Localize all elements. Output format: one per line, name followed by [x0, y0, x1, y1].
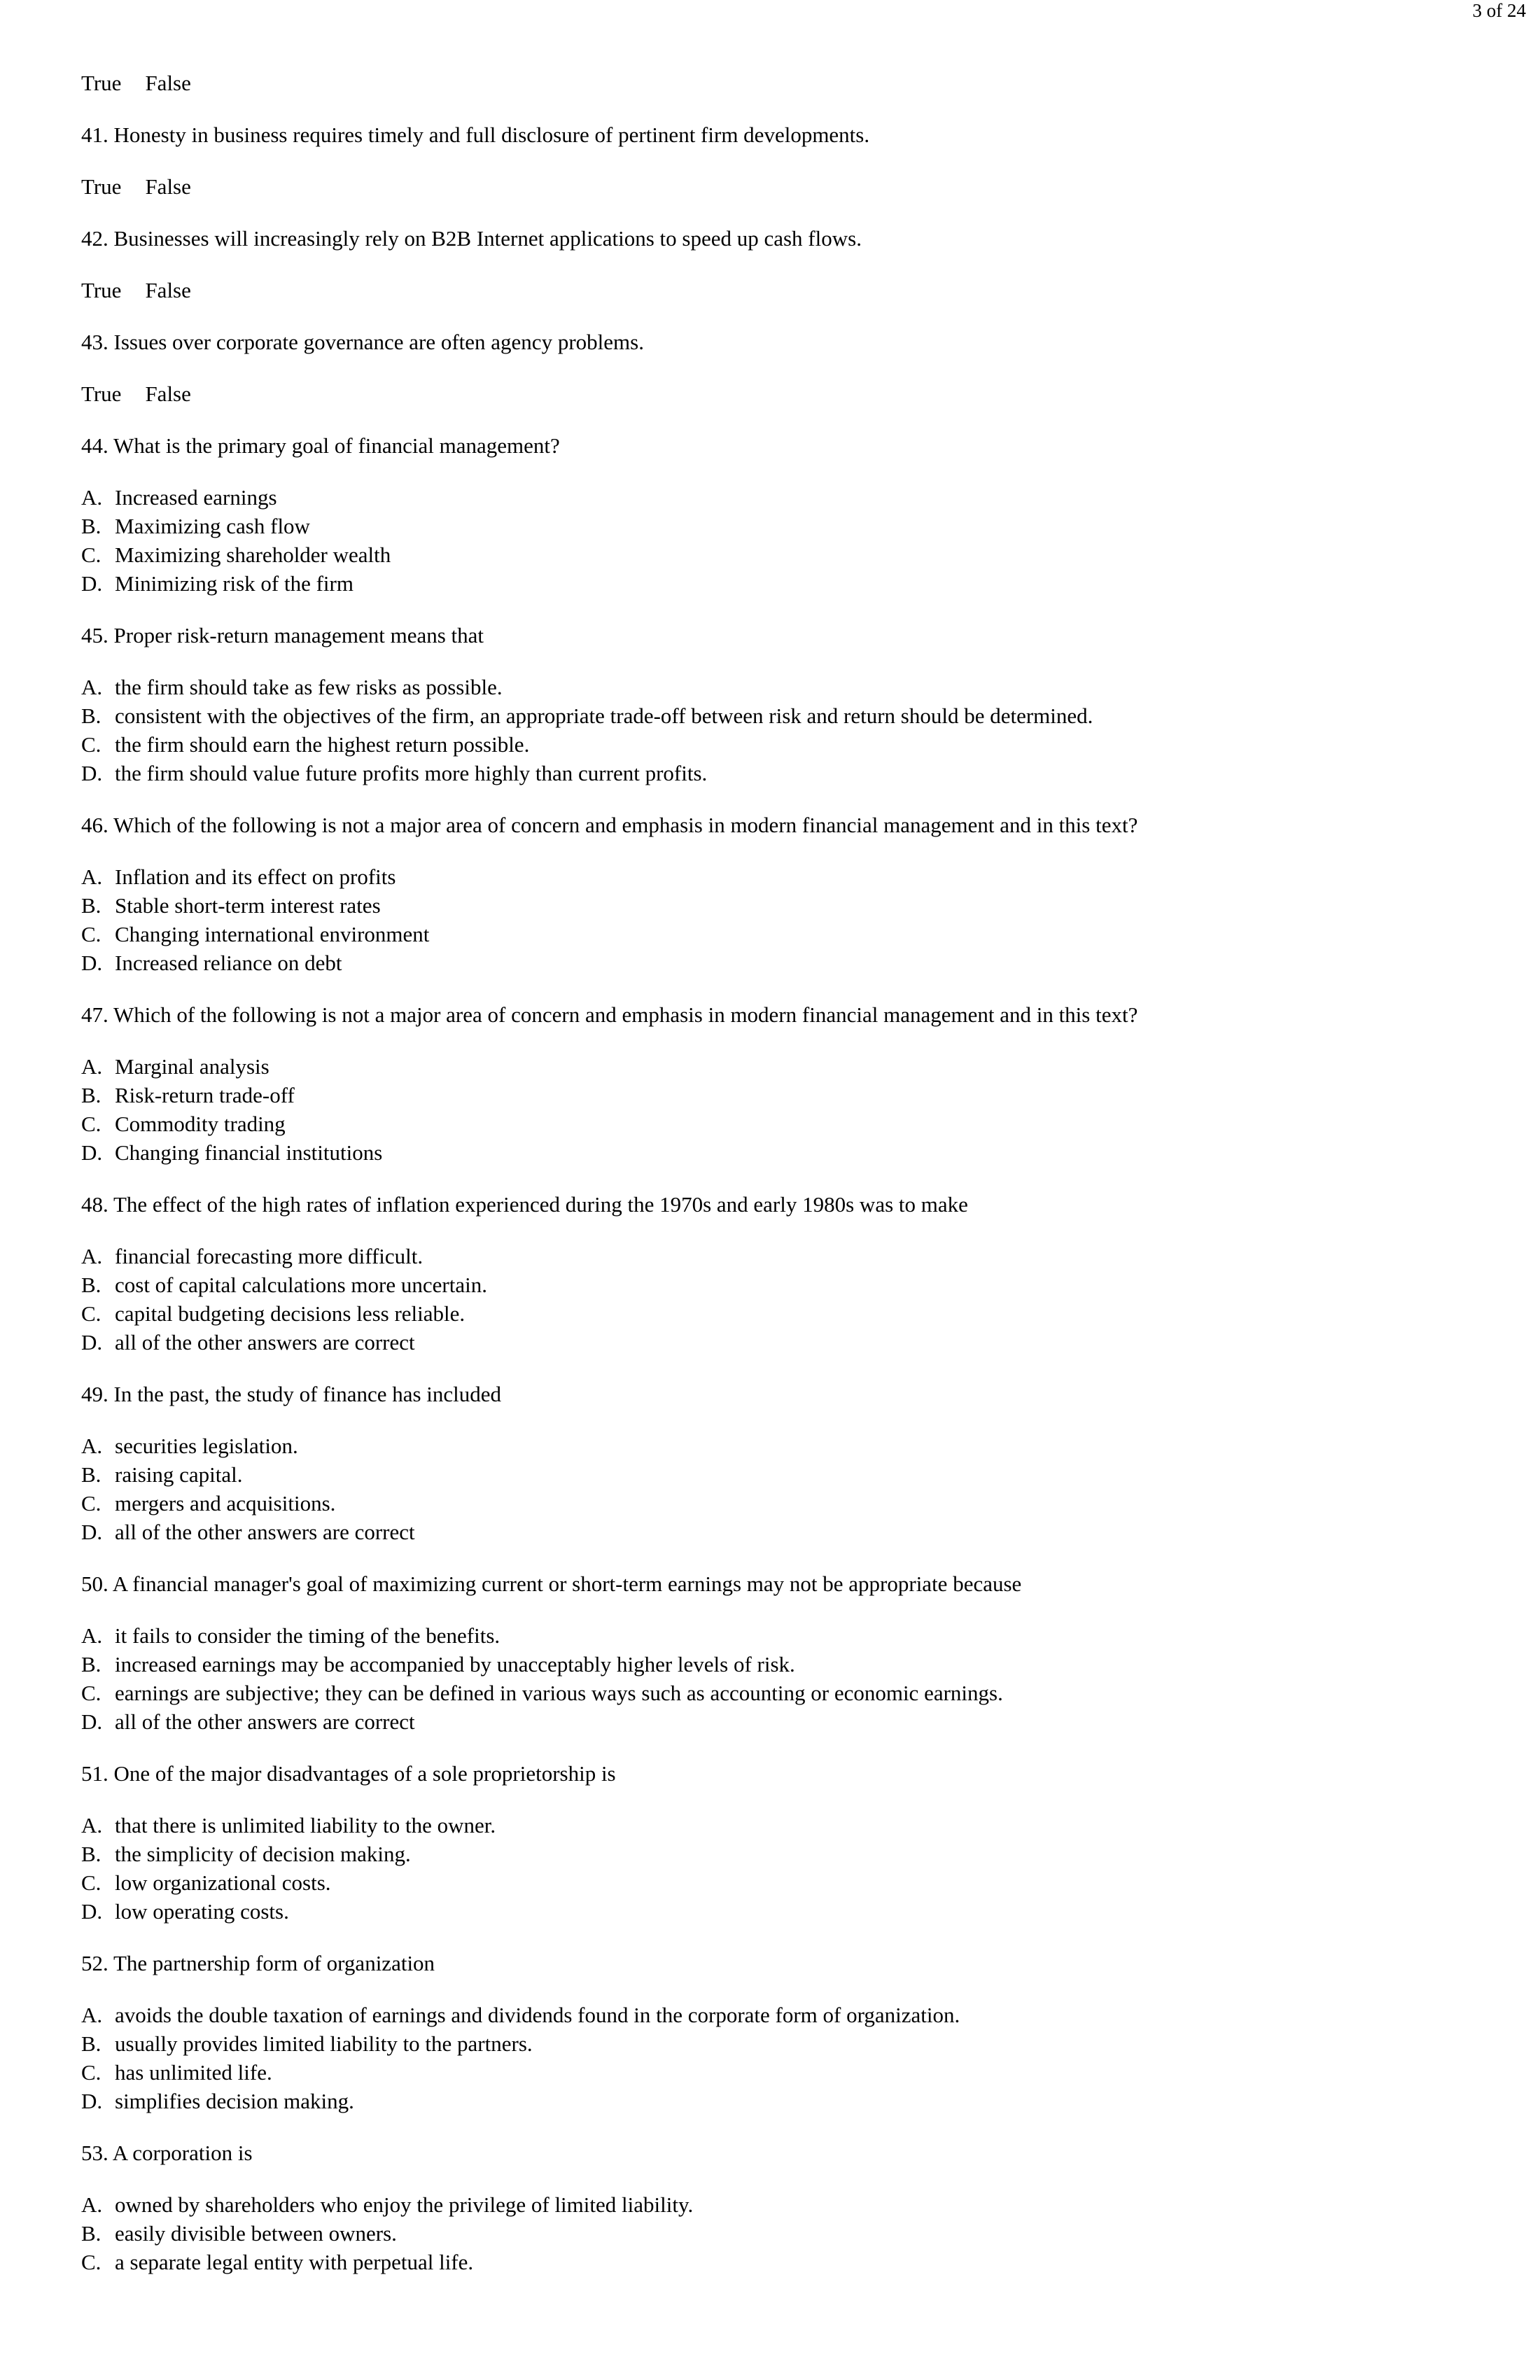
option-letter: D.: [81, 761, 103, 785]
question-text: 50. A financial manager's goal of maximizing current or short-term earnings may not be appropriate because: [81, 1572, 1022, 1596]
option-letter: A.: [81, 675, 103, 699]
option-text: it fails to consider the timing of the benefits.: [115, 1623, 500, 1648]
option-letter: C.: [81, 2060, 102, 2085]
question-block: [81, 1190, 1509, 1357]
question-text: 43. Issues over corporate governance are often agency problems.: [81, 330, 644, 354]
answer-option[interactable]: [81, 569, 1509, 598]
answer-options: [81, 483, 1509, 598]
option-letter: A.: [81, 1813, 103, 1837]
answer-option[interactable]: [81, 1460, 1509, 1489]
option-text: all of the other answers are correct: [115, 1520, 415, 1544]
question-block: [81, 811, 1509, 977]
option-letter: C.: [81, 1491, 102, 1516]
option-text: Increased reliance on debt: [115, 951, 342, 975]
question-block: [81, 1569, 1509, 1736]
option-letter: D.: [81, 1899, 103, 1924]
option-text: all of the other answers are correct: [115, 1330, 415, 1354]
option-text: easily divisible between owners.: [115, 2221, 397, 2246]
option-letter: D.: [81, 1140, 103, 1165]
option-letter: A.: [81, 1623, 103, 1648]
answer-option[interactable]: [81, 540, 1509, 569]
option-letter: C.: [81, 732, 102, 757]
option-letter: B.: [81, 514, 102, 538]
question-text: 52. The partnership form of organization: [81, 1951, 435, 1975]
answer-option[interactable]: [81, 862, 1509, 891]
answer-option[interactable]: [81, 673, 1509, 701]
option-letter: D.: [81, 571, 103, 596]
option-text: Marginal analysis: [115, 1054, 270, 1079]
option-text: all of the other answers are correct: [115, 1709, 415, 1734]
option-letter: D.: [81, 2089, 103, 2113]
answer-option[interactable]: [81, 2248, 1509, 2276]
answer-options: [81, 2001, 1509, 2115]
option-letter: B.: [81, 1842, 102, 1866]
answer-option[interactable]: [81, 1650, 1509, 1679]
answer-options: [81, 1432, 1509, 1546]
question-text: 51. One of the major disadvantages of a sole proprietorship is: [81, 1761, 616, 1786]
answer-option[interactable]: [81, 512, 1509, 540]
option-letter: B.: [81, 704, 102, 728]
answer-option[interactable]: [81, 2058, 1509, 2087]
question-block: [81, 224, 1509, 253]
answer-option[interactable]: [81, 1707, 1509, 1736]
true-option[interactable]: True: [81, 71, 122, 95]
option-letter: C.: [81, 2250, 102, 2274]
option-letter: B.: [81, 893, 102, 918]
answer-option[interactable]: [81, 1868, 1509, 1897]
true-option[interactable]: True: [81, 382, 122, 406]
true-false-options: [81, 379, 1509, 408]
false-option[interactable]: False: [145, 174, 191, 199]
option-text: mergers and acquisitions.: [115, 1491, 336, 1516]
answer-option[interactable]: [81, 2001, 1509, 2029]
option-text: owned by shareholders who enjoy the privilege of limited liability.: [115, 2192, 694, 2217]
question-text: 44. What is the primary goal of financial management?: [81, 433, 560, 458]
option-letter: C.: [81, 922, 102, 946]
option-letter: C.: [81, 1870, 102, 1895]
option-text: the firm should value future profits more highly than current profits.: [115, 761, 708, 785]
answer-options: [81, 862, 1509, 977]
option-text: the simplicity of decision making.: [115, 1842, 411, 1866]
answer-option[interactable]: [81, 1299, 1509, 1328]
answer-option[interactable]: [81, 1811, 1509, 1840]
option-text: cost of capital calculations more uncertain.: [115, 1273, 487, 1297]
option-text: consistent with the objectives of the firm, an appropriate trade-off between risk and return should be determined.: [115, 704, 1093, 728]
option-letter: D.: [81, 1330, 103, 1354]
false-option[interactable]: False: [145, 382, 191, 406]
answer-option[interactable]: [81, 1328, 1509, 1357]
option-letter: B.: [81, 2031, 102, 2056]
question-text: 48. The effect of the high rates of inflation experienced during the 1970s and early 1980s was to make: [81, 1192, 968, 1217]
option-letter: A.: [81, 2192, 103, 2217]
question-text: 47. Which of the following is not a major area of concern and emphasis in modern financial management and in this text?: [81, 1002, 1138, 1027]
option-letter: A.: [81, 2003, 103, 2027]
option-letter: B.: [81, 1652, 102, 1676]
answer-options: [81, 1052, 1509, 1167]
option-letter: C.: [81, 1301, 102, 1326]
question-text: 46. Which of the following is not a major area of concern and emphasis in modern financial management and in this text?: [81, 813, 1138, 837]
question-block: [81, 328, 1509, 356]
answer-option[interactable]: [81, 891, 1509, 920]
question-text: 42. Businesses will increasingly rely on B2B Internet applications to speed up cash flows.: [81, 226, 862, 251]
option-text: raising capital.: [115, 1462, 243, 1487]
option-letter: D.: [81, 1709, 103, 1734]
question-block: [81, 1380, 1509, 1546]
question-block: [81, 621, 1509, 788]
answer-options: [81, 2190, 1509, 2276]
option-text: increased earnings may be accompanied by unacceptably higher levels of risk.: [115, 1652, 795, 1676]
answer-options: [81, 673, 1509, 788]
answer-option[interactable]: [81, 1110, 1509, 1138]
option-text: simplifies decision making.: [115, 2089, 354, 2113]
true-option[interactable]: True: [81, 174, 122, 199]
answer-option[interactable]: [81, 1518, 1509, 1546]
question-text: 53. A corporation is: [81, 2141, 253, 2165]
answer-option[interactable]: [81, 1621, 1509, 1650]
answer-option[interactable]: [81, 1081, 1509, 1110]
option-text: capital budgeting decisions less reliable.: [115, 1301, 465, 1326]
option-letter: D.: [81, 951, 103, 975]
answer-option[interactable]: [81, 1432, 1509, 1460]
question-block: [81, 120, 1509, 149]
option-text: Maximizing shareholder wealth: [115, 542, 391, 567]
answer-options: [81, 1621, 1509, 1736]
question-block: [81, 1000, 1509, 1167]
option-letter: A.: [81, 864, 103, 889]
page-indicator: 3 of 24: [1472, 0, 1526, 21]
true-false-options: [81, 69, 1509, 97]
option-letter: D.: [81, 1520, 103, 1544]
answer-option[interactable]: [81, 1270, 1509, 1299]
answer-option[interactable]: [81, 920, 1509, 948]
answer-option[interactable]: [81, 701, 1509, 730]
option-text: the firm should earn the highest return possible.: [115, 732, 530, 757]
option-text: that there is unlimited liability to the owner.: [115, 1813, 496, 1837]
option-letter: B.: [81, 1462, 102, 1487]
option-letter: B.: [81, 1083, 102, 1107]
answer-option[interactable]: [81, 2190, 1509, 2219]
answer-option[interactable]: [81, 1052, 1509, 1081]
answer-option[interactable]: [81, 2029, 1509, 2058]
answer-option[interactable]: [81, 1679, 1509, 1707]
answer-options: [81, 1811, 1509, 1926]
option-text: has unlimited life.: [115, 2060, 272, 2085]
option-letter: A.: [81, 1054, 103, 1079]
option-text: earnings are subjective; they can be defined in various ways such as accounting or economic earnings.: [115, 1681, 1003, 1705]
option-text: a separate legal entity with perpetual life.: [115, 2250, 474, 2274]
question-text: 49. In the past, the study of finance has included: [81, 1382, 502, 1406]
option-text: usually provides limited liability to the partners.: [115, 2031, 533, 2056]
answer-option[interactable]: [81, 730, 1509, 759]
option-text: low operating costs.: [115, 1899, 289, 1924]
question-block: [81, 1759, 1509, 1926]
question-text: 41. Honesty in business requires timely and full disclosure of pertinent firm developments.: [81, 122, 870, 147]
true-false-options: [81, 276, 1509, 304]
answer-option[interactable]: [81, 1840, 1509, 1868]
question-list: [81, 69, 1509, 2276]
answer-option[interactable]: [81, 2219, 1509, 2248]
option-text: the firm should take as few risks as possible.: [115, 675, 503, 699]
option-letter: A.: [81, 1244, 103, 1268]
option-text: Risk-return trade-off: [115, 1083, 295, 1107]
true-option[interactable]: True: [81, 278, 122, 302]
option-text: low organizational costs.: [115, 1870, 331, 1895]
option-letter: B.: [81, 2221, 102, 2246]
option-letter: C.: [81, 542, 102, 567]
option-text: financial forecasting more difficult.: [115, 1244, 424, 1268]
answer-option[interactable]: [81, 1242, 1509, 1270]
option-letter: A.: [81, 485, 103, 510]
question-block: [81, 2138, 1509, 2276]
option-text: Changing financial institutions: [115, 1140, 383, 1165]
option-text: Inflation and its effect on profits: [115, 864, 396, 889]
answer-option[interactable]: [81, 483, 1509, 512]
option-text: Changing international environment: [115, 922, 430, 946]
question-block: [81, 431, 1509, 598]
option-text: Stable short-term interest rates: [115, 893, 381, 918]
false-option[interactable]: False: [145, 278, 191, 302]
option-text: avoids the double taxation of earnings and dividends found in the corporate form of organization.: [115, 2003, 960, 2027]
option-text: Maximizing cash flow: [115, 514, 310, 538]
question-text: 45. Proper risk-return management means that: [81, 623, 484, 648]
option-letter: A.: [81, 1434, 103, 1458]
question-block: [81, 1949, 1509, 2115]
answer-option[interactable]: [81, 759, 1509, 788]
false-option[interactable]: False: [145, 71, 191, 95]
answer-option[interactable]: [81, 1489, 1509, 1518]
answer-option[interactable]: [81, 1897, 1509, 1926]
answer-option[interactable]: [81, 948, 1509, 977]
answer-option[interactable]: [81, 2087, 1509, 2115]
option-text: securities legislation.: [115, 1434, 298, 1458]
option-text: Minimizing risk of the firm: [115, 571, 354, 596]
answer-option[interactable]: [81, 1138, 1509, 1167]
answer-options: [81, 1242, 1509, 1357]
true-false-options: [81, 172, 1509, 201]
option-text: Commodity trading: [115, 1112, 286, 1136]
option-letter: C.: [81, 1681, 102, 1705]
option-letter: C.: [81, 1112, 102, 1136]
option-text: Increased earnings: [115, 485, 277, 510]
option-letter: B.: [81, 1273, 102, 1297]
